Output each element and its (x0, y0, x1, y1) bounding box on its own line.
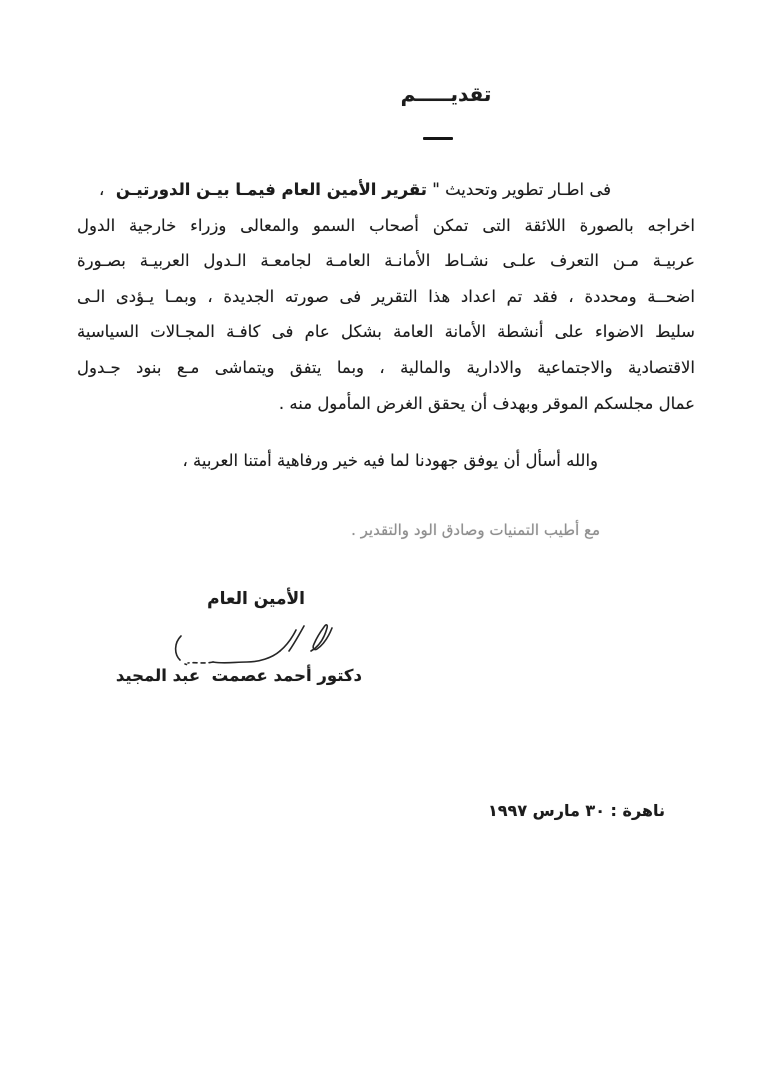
title-underline (423, 137, 453, 140)
paragraph-line (77, 172, 695, 208)
signature-scribble (165, 618, 335, 673)
signatory-name: دكتور أحمد عصمت عبد المجيد (115, 666, 362, 685)
page-title: تقديـــــم (400, 82, 492, 106)
paragraph-line: عربيـة مـن التعرف علـى نشـاط الأمانـة العامـة لجامعـة الـدول العربيـة بصـورة (77, 251, 695, 271)
closing-prayer-line: والله أسأل أن يوفق جهودنا لما فيه خير ورفاهية أمتنا العربية ، (182, 451, 598, 470)
line1-intro-text: فى اطـار تطوير وتحديث " (426, 180, 611, 199)
date-line: ناهرة : ٣٠ مارس ١٩٩٧ (488, 801, 665, 820)
compliments-line: مع أطيب التمنيات وصادق الود والتقدير . (351, 521, 600, 539)
line1-report-title-bold: تقرير الأمين العام فيمـا بيـن الدورتيـن (115, 180, 427, 199)
paragraph-line: سليط الاضواء على أنشطة الأمانة العامة بشكل عام فى كافـة المجـالات السياسية (77, 322, 695, 342)
paragraph-line: عمال مجلسكم الموقر وبهدف أن يحقق الغرض المأمول منه . (278, 393, 695, 413)
line1-trailing-comma: ، (99, 180, 105, 199)
paragraph-line: اضحــة ومحددة ، فقد تم اعداد هذا التقرير فى صورته الجديدة ، وبمـا يـؤدى الـى (77, 286, 695, 306)
signatory-role: الأمين العام (207, 589, 305, 609)
main-paragraph (77, 172, 695, 421)
paragraph-line: الاقتصادية والاجتماعية والادارية والمالية ، وبما يتفق ويتماشى مـع بنود جـدول (77, 357, 695, 377)
line1-text (116, 172, 611, 208)
paragraph-line: اخراجه بالصورة اللائقة التى تمكن أصحاب السمو والمعالى وزراء خارجية الدول (77, 215, 695, 235)
